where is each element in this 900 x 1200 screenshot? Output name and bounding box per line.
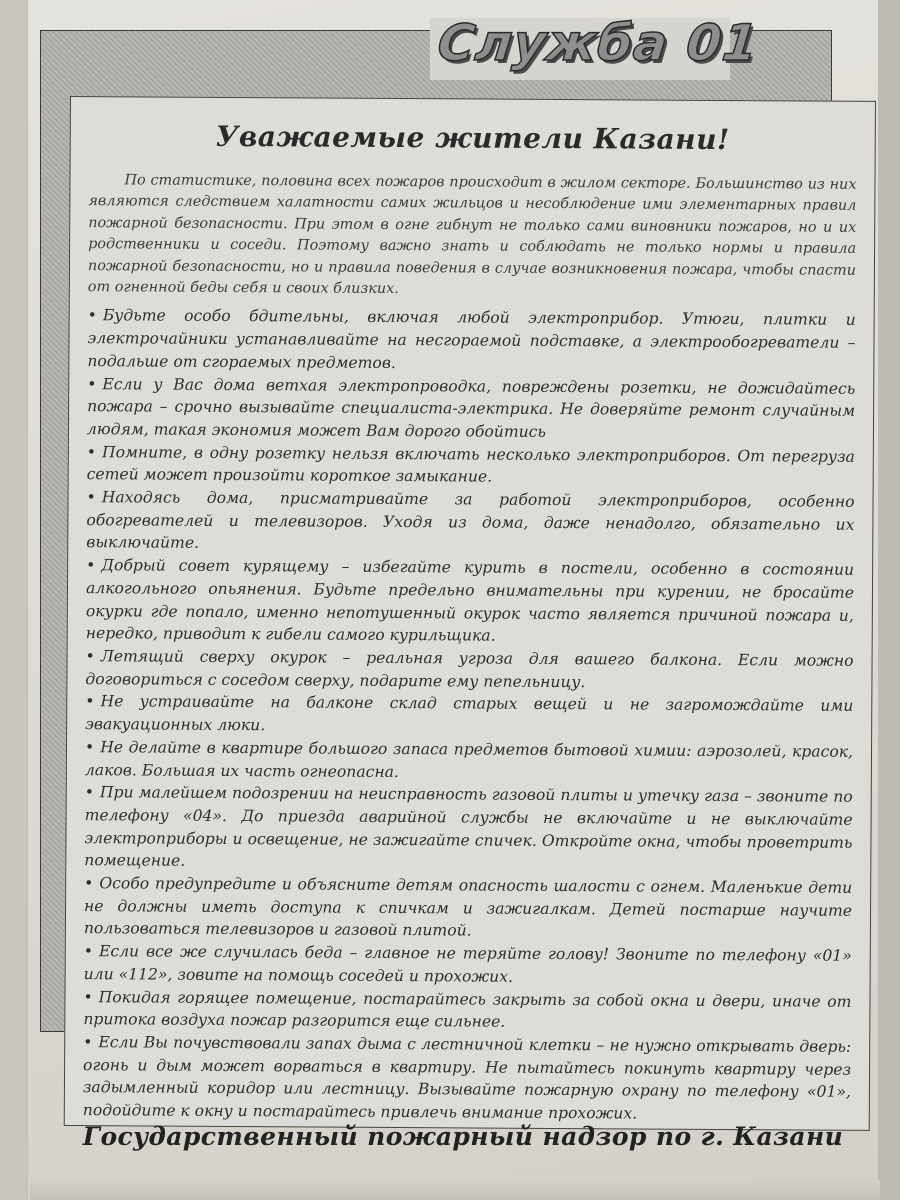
tip-item [83, 986, 851, 1036]
notice-panel [64, 96, 876, 1131]
tip-item [85, 645, 853, 695]
tip-text: Добрый совет курящему – избегайте курить в постели, особенно в состоянии алкогольного опьянения. Будьте предельно внимательны при курении, не бросайте окурки где попало, именно непотушенный окурок часто является причиной пожара и, нередко, приводит к гибели самого курильщика. [85, 556, 855, 645]
bullet-icon: • [85, 692, 95, 711]
bullet-icon: • [86, 488, 96, 507]
tip-item [84, 872, 852, 945]
bullet-icon: • [86, 556, 96, 575]
tip-text: Если Вы почувствовали запах дыма с лестничной клетки – не нужно открывать дверь: огонь и дым может ворваться в квартиру. Не пытайтесь покинуть квартиру через задымленный коридор или лестницу. Вызывайте пожарную охрану по телефону «01», подойдите к окну и постарайтесь привлечь внимание прохожих. [82, 1033, 852, 1123]
tip-text: Будьте особо бдительны, включая любой электроприбор. Утюги, плитки и электрочайники устанавливайте на несгораемой подставке, а электрообогреватели – подальше от сгораемых предметов. [87, 306, 856, 372]
tip-text: Если все же случилась беда – главное не теряйте голову! Звоните по телефону «01» или «112», зовите на помощь соседей и прохожих. [83, 942, 852, 986]
tip-item [86, 486, 854, 559]
bullet-icon: • [84, 737, 95, 756]
bullet-icon: • [84, 783, 95, 802]
tip-text: Не устраивайте на балконе склад старых вещей и не загромождайте ими эвакуационных люки. [85, 692, 854, 735]
tip-item [87, 305, 855, 378]
safety-tips-list [83, 305, 856, 1127]
bottom-shadow [30, 1180, 880, 1200]
tip-item [84, 940, 852, 990]
bullet-icon: • [83, 942, 94, 961]
tip-item [85, 736, 853, 786]
bullet-icon: • [87, 306, 97, 325]
tip-text: Находясь дома, присматривайте за работой электроприборов, особенно обогревателей и телевизоров. Уходя из дома, даже ненадолго, обязательно их выключайте. [86, 488, 855, 553]
tip-text: Покидая горящее помещение, постарайтесь закрыть за собой окна и двери, иначе от притока воздуха пожар разгорится еще сильнее. [83, 987, 852, 1031]
bullet-icon: • [83, 1033, 93, 1052]
tip-item [87, 441, 855, 491]
bullet-icon: • [87, 374, 97, 393]
tip-text: Особо предупредите и объясните детям опасность шалости с огнем. Маленькие дети не должны иметь доступа к спичкам и зажигалкам. Детей постарше научите пользоваться телевизоров и газовой плитой. [83, 874, 853, 940]
tip-text: Не делайте в квартире большого запаса предметов бытовой химии: аэрозолей, красок, лаков. Большая их часть огнеопасна. [84, 737, 854, 781]
footer-signature: Государственный пожарный надзор по г. Казани [82, 1122, 844, 1151]
background-sheet-edge [878, 0, 900, 1200]
tip-text: Летящий сверху окурок – реальная угроза для вашего балкона. Если можно договориться с соседом сверху, подарите ему пепельницу. [85, 647, 854, 691]
tip-text: Если у Вас дома ветхая электропроводка, повреждены розетки, не дожидайтесь пожара – срочно вызывайте специалиста-электрика. Не доверяйте ремонт случайным людям, такая экономия может Вам дорого обойтись [86, 374, 856, 441]
intro-paragraph: По статистике, половина всех пожаров происходит в жилом секторе. Большинство из них являются следствием халатности самих жильцов и несоблюдение ими элементарных правил пожарной безопасности. При этом в огне гибнут не только сами виновники пожаров, но и их родственники и соседи. Поэтому важно знать и соблюдать не только нормы и правила пожарной безопасности, но и правила поведения в случае возникновения пожара, чтобы спасти от огненной беды себя и своих близких. [87, 172, 857, 298]
tip-text: Помните, в одну розетку нельзя включать несколько электроприборов. От перегруза сетей может произойти короткое замыкание. [86, 442, 855, 486]
tip-item [87, 373, 855, 446]
bullet-icon: • [83, 987, 93, 1006]
tip-text: При малейшем подозрении на неисправность газовой плиты и утечку газа – звоните по телефону «04». До приезда аварийной службы не включайте и не выключайте электроприборы и освещение, не зажигайте спичек. Откройте окна, чтобы проветрить помещение. [84, 783, 853, 871]
bullet-icon: • [86, 442, 97, 461]
notice-title: Уважаемые жители Казани! [215, 119, 730, 157]
bullet-icon: • [84, 874, 94, 893]
bullet-icon: • [85, 647, 95, 666]
tip-item [84, 781, 853, 877]
tip-item [83, 1031, 852, 1127]
tip-item [86, 554, 855, 650]
service-01-logo: Служба 01 [434, 14, 762, 72]
tip-item [85, 690, 853, 740]
